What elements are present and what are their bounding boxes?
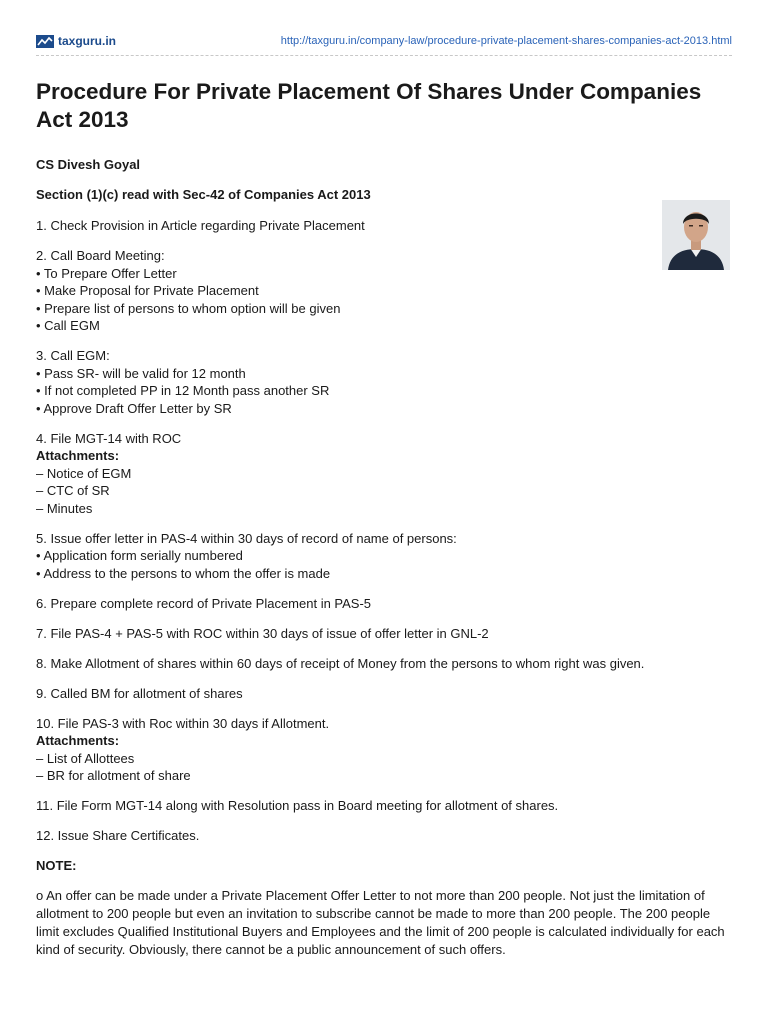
step-line: 1. Check Provision in Article regarding Private Placement <box>36 218 365 233</box>
step-line: 8. Make Allotment of shares within 60 days of receipt of Money from the persons to whom right was given. <box>36 655 645 671</box>
article-title: Procedure For Private Placement Of Shares Under Companies Act 2013 <box>36 79 702 132</box>
step-paragraph <box>36 247 736 335</box>
step-line: • Make Proposal for Private Placement <box>36 283 259 298</box>
step-paragraph <box>36 347 736 417</box>
step-line: – Minutes <box>36 500 93 516</box>
step-line: – BR for allotment of share <box>36 768 191 783</box>
step-line: 5. Issue offer letter in PAS-4 within 30 days of record of name of persons: <box>36 530 457 546</box>
step-line: • If not completed PP in 12 Month pass another SR <box>36 383 330 398</box>
step-paragraph <box>36 655 736 673</box>
site-logo[interactable] <box>36 34 116 48</box>
step-line: – CTC of SR <box>36 483 110 498</box>
note-heading: NOTE: <box>36 858 77 873</box>
step-line: • Application form serially numbered <box>36 548 243 563</box>
attachments-label: Attachments: <box>36 733 120 748</box>
step-paragraph <box>36 217 736 235</box>
step-paragraph <box>36 715 736 785</box>
author-name: CS Divesh Goyal <box>36 157 141 172</box>
step-line: – Notice of EGM <box>36 465 132 481</box>
attachments-label: Attachments: <box>36 448 120 463</box>
step-line: • Approve Draft Offer Letter by SR <box>36 400 232 416</box>
step-line: • Call EGM <box>36 318 100 333</box>
step-line: 9. Called BM for allotment of shares <box>36 685 243 701</box>
section-reference: Section (1)(c) read with Sec-42 of Companies Act 2013 <box>36 187 371 202</box>
step-paragraph <box>36 595 736 613</box>
step-paragraph <box>36 625 736 643</box>
page-header <box>36 32 732 54</box>
step-paragraph <box>36 685 736 703</box>
step-line: • Address to the persons to whom the offer is made <box>36 565 331 581</box>
note-text: o An offer can be made under a Private Placement Offer Letter to not more than 200 people. Not just the limitation of allotment to 200 people but even an invitation to subscribe cannot be made to more than 200 people. The 200 people limit excludes Qualified Institutional Buyers and Employees and the limit of 200 people is calculated individually for each kind of security. Obviously, there cannot be a public announcement of such offers. <box>36 888 725 957</box>
step-paragraph <box>36 530 736 583</box>
step-line: 11. File Form MGT-14 along with Resolution pass in Board meeting for allotment of shares. <box>36 798 559 813</box>
step-paragraph <box>36 797 736 815</box>
header-divider <box>36 55 732 56</box>
step-line: • To Prepare Offer Letter <box>36 265 177 281</box>
article-body <box>36 217 736 959</box>
taxguru-logo-icon <box>36 35 54 48</box>
step-paragraph <box>36 827 736 845</box>
step-line: 4. File MGT-14 with ROC <box>36 430 182 446</box>
step-line: 7. File PAS-4 + PAS-5 with ROC within 30 days of issue of offer letter in GNL-2 <box>36 625 489 641</box>
step-line: 6. Prepare complete record of Private Placement in PAS-5 <box>36 595 372 611</box>
step-line: – List of Allottees <box>36 750 135 766</box>
step-paragraph <box>36 430 736 518</box>
article-url-link[interactable]: http://taxguru.in/company-law/procedure-private-placement-shares-companies-act-2013.html <box>280 35 732 47</box>
step-line: • Prepare list of persons to whom option will be given <box>36 300 341 316</box>
step-line: • Pass SR- will be valid for 12 month <box>36 365 246 381</box>
step-line: 3. Call EGM: <box>36 348 110 363</box>
step-line: 12. Issue Share Certificates. <box>36 828 200 843</box>
step-line: 10. File PAS-3 with Roc within 30 days if Allotment. <box>36 715 330 731</box>
step-line: 2. Call Board Meeting: <box>36 248 165 263</box>
site-name: taxguru.in <box>58 34 117 48</box>
